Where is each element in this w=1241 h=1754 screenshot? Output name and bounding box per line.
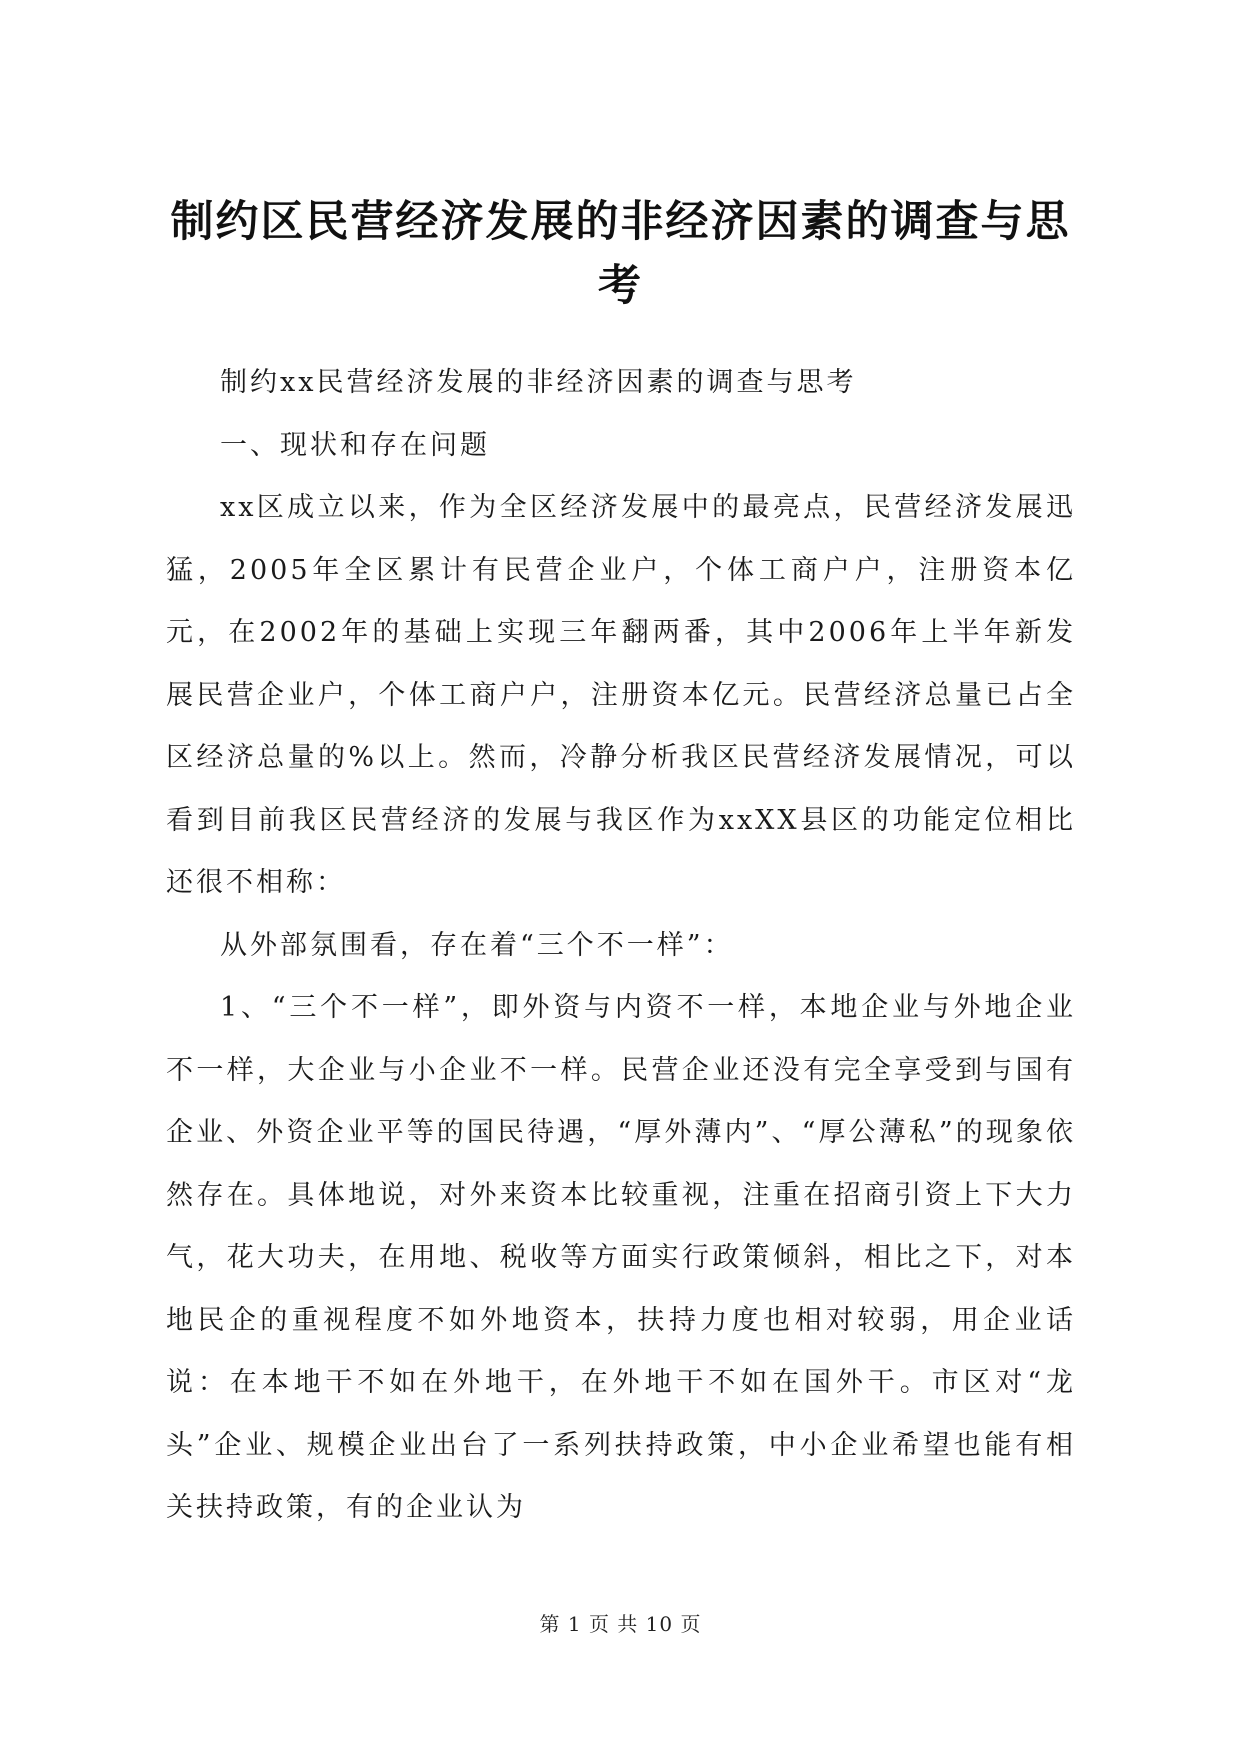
paragraph-section-heading: 一、现状和存在问题 — [220, 429, 490, 461]
paragraph-external-atmosphere: 从外部氛围看，存在着“三个不一样”： — [220, 929, 734, 961]
paragraph-three-differences: 1、“三个不一样”，即外资与内资不一样，本地企业与外地企业不一样，大企业与小企业不一样。民营企业还没有完全享受到与国有企业、外资企业平等的国民待遇，“厚外薄内”、“厚公薄私”的现象依然存在。具体地说，对外来资本比较重视，注重在招商引资上下大力气，花大功夫，在用地、税收等方面实行政策倾斜，相比之下，对本地民企的重视程度不如外地资本，扶持力度也相对较弱，用企业话说：在本地干不如在外地干，在外地干不如在国外干。市区对“龙头”企业、规模企业出台了一系列扶持政策，中小企业希望也能有相关扶持政策，有的企业认为 — [166, 992, 1076, 1523]
paragraph-subtitle: 制约xx民营经济发展的非经济因素的调查与思考 — [220, 367, 857, 398]
document-body — [166, 352, 1076, 1540]
document-title: 制约区民营经济发展的非经济因素的调查与思考 — [170, 197, 1071, 311]
page-footer: 第 1 页 共 10 页 — [539, 1612, 702, 1636]
paragraph-status: xx区成立以来，作为全区经济发展中的最亮点，民营经济发展迅猛，2005年全区累计有民营企业户，个体工商户户，注册资本亿元，在2002年的基础上实现三年翻两番，其中2006年上半年新发展民营企业户，个体工商户户，注册资本亿元。民营经济总量已占全区经济总量的%以上。然而，冷静分析我区民营经济发展情况，可以看到目前我区民营经济的发展与我区作为xxXX县区的功能定位相比还很不相称： — [166, 492, 1076, 898]
